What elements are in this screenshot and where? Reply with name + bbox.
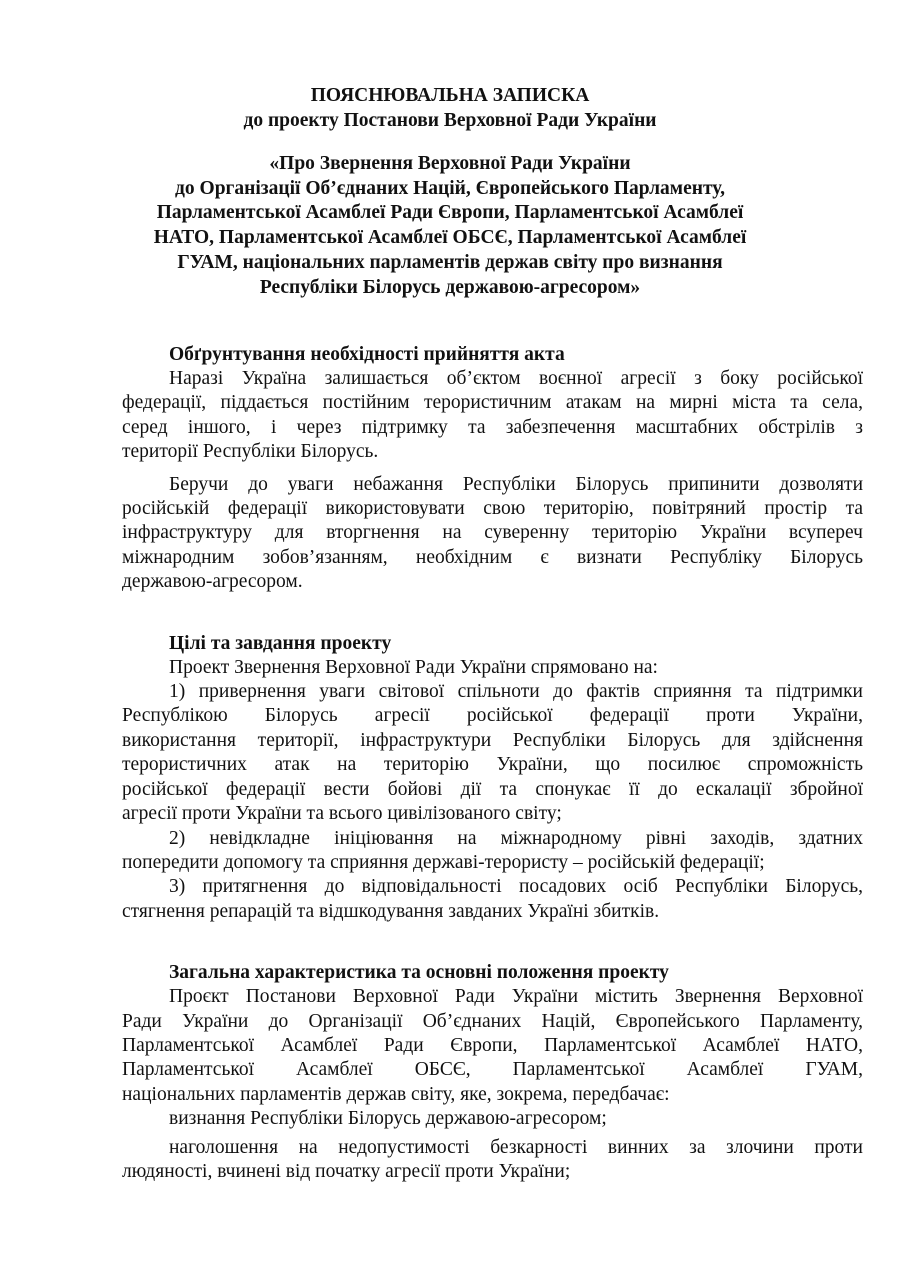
- text-line: попередити допомогу та сприяння державі-терористу – російській федерації;: [122, 851, 765, 873]
- text-line: державою-агресором.: [122, 571, 303, 593]
- text-line: 1) привернення уваги світової спільноти до фактів сприяння та підтримки: [169, 681, 863, 703]
- paragraph: [122, 1107, 863, 1131]
- text-line: стягнення репарацій та відшкодування завданих Україні збитків.: [122, 900, 660, 922]
- document-header: [0, 83, 900, 133]
- text-line: людяності, вчинені від початку агресії проти України;: [122, 1160, 571, 1182]
- section-heading: Обґрунтування необхідності прийняття акта: [169, 344, 565, 365]
- text-line: російській федерації використовувати свою територію, повітряний простір та: [122, 498, 863, 520]
- text-line: Ради України до Організації Об’єднаних Націй, Європейського Парламенту,: [122, 1010, 863, 1032]
- section-goals: [122, 632, 863, 924]
- document-body: [122, 343, 863, 1184]
- section-heading: Загальна характеристика та основні положення проекту: [169, 962, 669, 984]
- document-title: ПОЯСНЮВАЛЬНА ЗАПИСКА: [310, 85, 590, 106]
- resolution-name-line: НАТО, Парламентської Асамблеї ОБСЄ, Парламентської Асамблеї: [153, 227, 747, 249]
- list-item: [122, 875, 863, 924]
- paragraph: [122, 1136, 863, 1185]
- text-line: серед іншого, і через підтримку та забезпечення масштабних обстрілів з: [122, 416, 863, 438]
- text-line: 2) невідкладне ініціювання на міжнародному рівні заходів, здатних: [169, 827, 863, 849]
- paragraph: [122, 473, 863, 595]
- text-line: наголошення на недопустимості безкарності винних за злочини проти: [169, 1136, 863, 1158]
- text-line: національних парламентів держав світу, яке, зокрема, передбачає:: [122, 1083, 670, 1105]
- section-justification: [122, 343, 863, 595]
- text-line: інфраструктуру для вторгнення на суверенну територію України всупереч: [122, 522, 863, 544]
- text-line: території Республіки Білорусь.: [122, 441, 379, 463]
- resolution-name-line: ГУАМ, національних парламентів держав світу про визнання: [177, 251, 723, 273]
- text-line: визнання Республіки Білорусь державою-агресором;: [169, 1108, 607, 1130]
- paragraph: [122, 656, 863, 680]
- resolution-name-line: Парламентської Асамблеї Ради Європи, Парламентської Асамблеї: [156, 202, 744, 224]
- list-item: [122, 680, 863, 826]
- resolution-name-line: Республіки Білорусь державою-агресором»: [259, 276, 641, 298]
- text-line: Республікою Білорусь агресії російської федерації проти України,: [122, 705, 863, 727]
- resolution-name-line: до Організації Об’єднаних Націй, Європейського Парламенту,: [175, 177, 725, 199]
- text-line: агресії проти України та всього цивілізованого світу;: [122, 803, 562, 825]
- document-subtitle: до проекту Постанови Верховної Ради України: [243, 110, 657, 131]
- text-line: 3) притягнення до відповідальності посадових осіб Республіки Білорусь,: [169, 876, 863, 898]
- text-line: Наразі Україна залишається об’єктом воєнної агресії з боку російської: [169, 368, 863, 389]
- resolution-name: [0, 152, 900, 300]
- text-line: Парламентської Асамблеї Ради Європи, Парламентської Асамблеї НАТО,: [122, 1034, 863, 1056]
- text-line: Проект Звернення Верховної Ради України спрямовано на:: [169, 656, 658, 678]
- text-line: міжнародним зобов’язанням, необхідним є визнати Республіку Білорусь: [122, 546, 863, 568]
- text-line: Беручи до уваги небажання Республіки Білорусь припинити дозволяти: [169, 473, 863, 495]
- section-heading: Цілі та завдання проекту: [169, 632, 392, 654]
- list-item: [122, 827, 863, 876]
- text-line: терористичних атак на територію України, що посилює спроможність: [122, 754, 863, 776]
- text-line: Парламентської Асамблеї ОБСЄ, Парламентської Асамблеї ГУАМ,: [122, 1059, 863, 1081]
- paragraph: [122, 367, 863, 465]
- section-general-characteristics: [122, 961, 863, 1184]
- resolution-name-line: «Про Звернення Верховної Ради України: [269, 153, 631, 174]
- text-line: Проєкт Постанови Верховної Ради України містить Звернення Верховної: [169, 986, 863, 1008]
- text-line: федерації, піддається постійним терористичним атакам на мирні міста та села,: [122, 392, 863, 414]
- text-line: використання території, інфраструктури Республіки Білорусь для здійснення: [122, 729, 863, 751]
- paragraph: [122, 985, 863, 1107]
- text-line: російської федерації вести бойові дії та спонукає її до ескалації збройної: [122, 778, 863, 800]
